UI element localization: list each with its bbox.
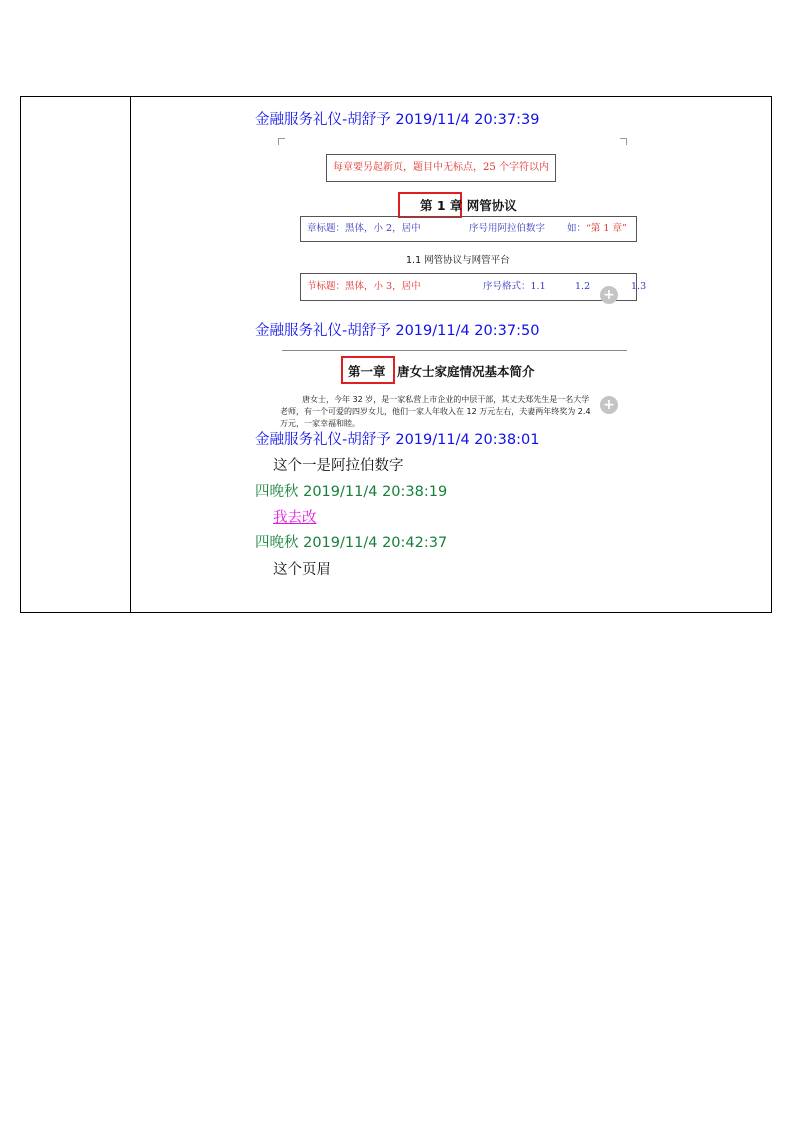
message-link[interactable]: 我去改 xyxy=(273,510,317,526)
message-time: 2019/11/4 20:38:01 xyxy=(395,432,540,448)
rule-text-highlight: “第 1 章” xyxy=(586,223,627,234)
message-time: 2019/11/4 20:42:37 xyxy=(303,535,448,551)
message-header xyxy=(255,533,447,553)
message-time: 2019/11/4 20:37:50 xyxy=(395,323,540,339)
paragraph-line: 万元，一家幸福和睦。 xyxy=(280,419,360,428)
paragraph-line: 老师，有一个可爱的四岁女儿，他们一家人年收入在 12 万元左右，夫妻两年终奖为 2.4 xyxy=(280,407,591,416)
embedded-screenshot-chapter-example xyxy=(278,350,627,428)
rule-text: 1.2 xyxy=(575,281,591,292)
message-text: 这个一是阿拉伯数字 xyxy=(273,458,404,474)
message-header xyxy=(255,321,539,341)
chapter-title: 第 1 章 网管协议 xyxy=(420,198,517,213)
message-time: 2019/11/4 20:37:39 xyxy=(395,112,540,128)
rule-box-chapter xyxy=(300,216,637,242)
message-text: 这个页眉 xyxy=(273,562,331,578)
rule-box-page xyxy=(326,154,556,182)
paragraph-line: 唐女士，今年 32 岁，是一家私营上市企业的中层干部，其丈夫郑先生是一名大学 xyxy=(302,395,590,404)
page-edge-line xyxy=(282,350,627,351)
message-header xyxy=(255,482,447,502)
message-header xyxy=(255,110,539,130)
message-text xyxy=(273,508,317,528)
rule-text: 节标题：黑体，小 3，居中 xyxy=(307,281,421,292)
zoom-in-icon[interactable]: + xyxy=(600,396,618,414)
chapter-title: 唐女士家庭情况基本简介 xyxy=(397,364,535,379)
rule-text: 序号用阿拉伯数字 xyxy=(469,223,546,234)
rule-text: 章标题：黑体，小 2，居中 xyxy=(307,223,421,234)
paragraph xyxy=(280,394,625,430)
rule-text: 每章要另起新页，题目中无标点，25 个字符以内 xyxy=(333,162,549,173)
rule-text: 1.3 xyxy=(631,281,647,292)
message-author: 四晚秋 xyxy=(255,484,299,500)
message-author: 金融服务礼仪-胡舒予 xyxy=(255,112,391,128)
section-title: 1.1 网管协议与网管平台 xyxy=(406,255,510,266)
message-author: 金融服务礼仪-胡舒予 xyxy=(255,323,391,339)
embedded-screenshot-format-rules xyxy=(278,138,647,310)
column-divider xyxy=(130,96,131,613)
rule-box-section xyxy=(300,273,647,301)
rule-text: 如： xyxy=(567,223,587,234)
chapter-label: 第一章 xyxy=(348,364,386,379)
zoom-in-icon[interactable]: + xyxy=(600,286,618,304)
message-header xyxy=(255,430,539,450)
rule-text: 序号格式：1.1 xyxy=(483,281,546,292)
message-author: 四晚秋 xyxy=(255,535,299,551)
message-time: 2019/11/4 20:38:19 xyxy=(303,484,448,500)
message-author: 金融服务礼仪-胡舒予 xyxy=(255,432,391,448)
